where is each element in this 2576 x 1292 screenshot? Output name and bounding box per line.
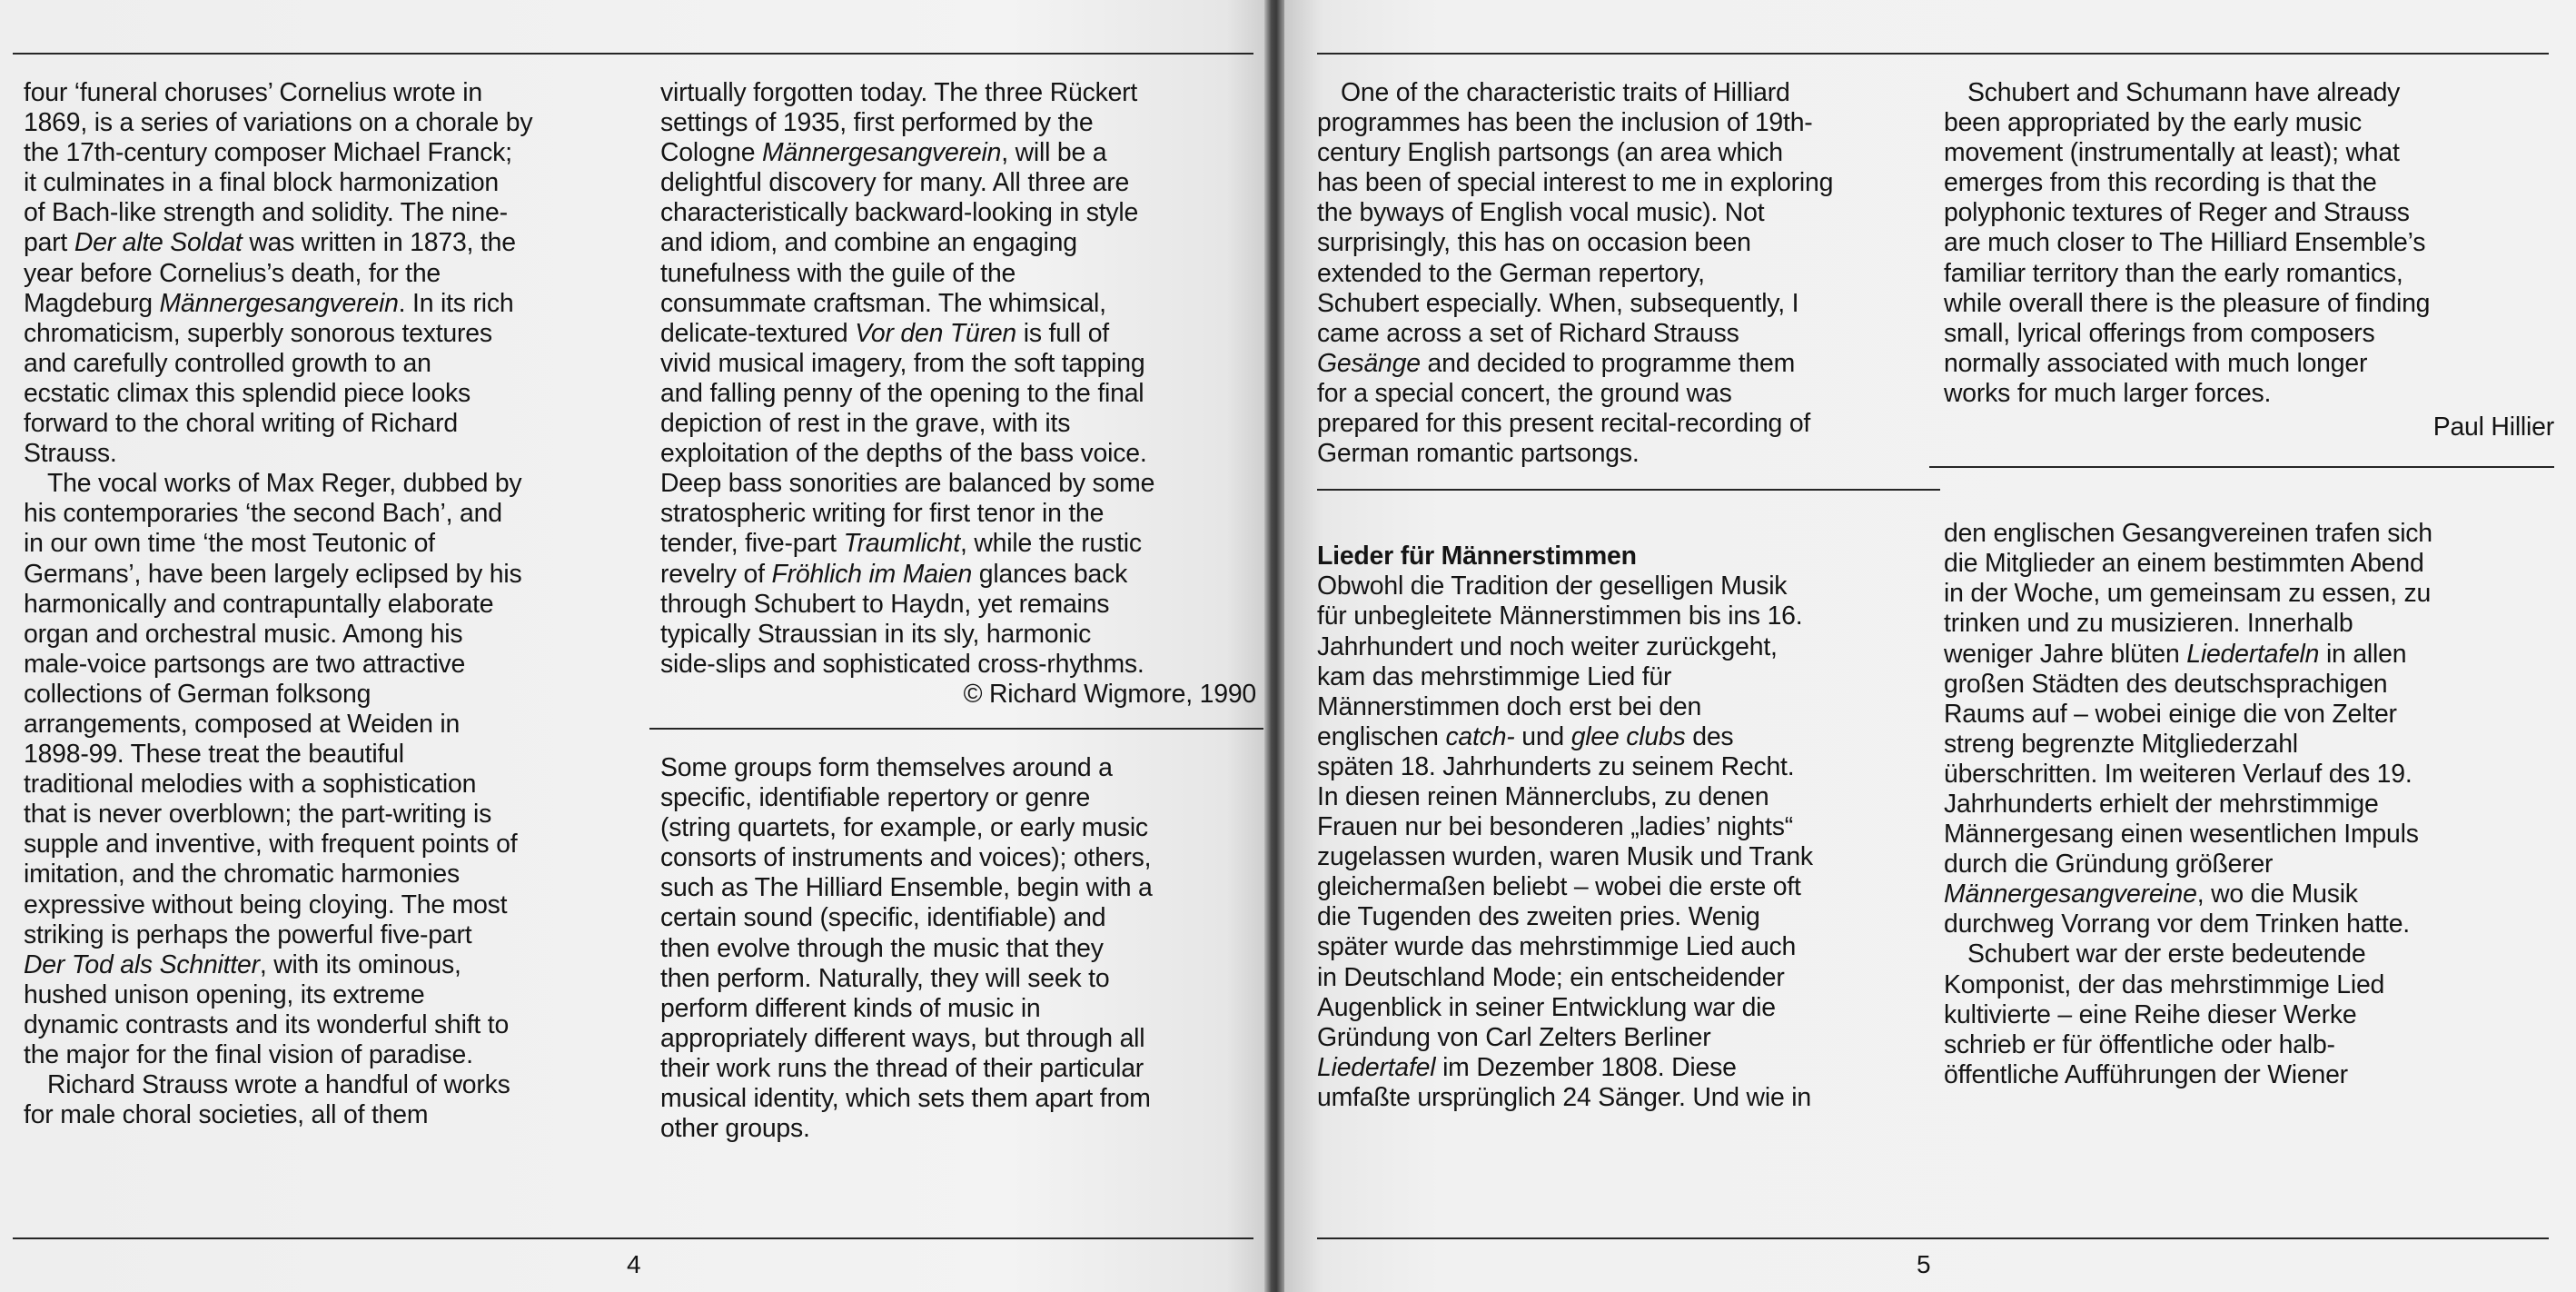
text-run: in allen — [2319, 639, 2407, 669]
text-run: the major for the final vision of paradise. — [24, 1040, 473, 1069]
text-run: dynamic contrasts and its wonderful shift to — [24, 1009, 510, 1039]
text-run: arrangements, composed at Weiden in — [24, 709, 461, 739]
text-run: Some groups form themselves around a — [660, 752, 1113, 782]
text-run: familiar territory than the early romantics, — [1944, 258, 2403, 288]
text-run: Germans’, have been largely eclipsed by his — [24, 559, 522, 589]
text-run: harmonically and contrapuntally elaborate — [24, 589, 494, 619]
text-run: and idiom, and combine an engaging — [660, 228, 1077, 258]
page-number-left: 4 — [627, 1250, 641, 1278]
text-run: vivid musical imagery, from the soft tapping — [660, 348, 1145, 378]
text-run: extended to the German repertory, — [1317, 258, 1705, 288]
italic-title: Traumlicht — [843, 529, 960, 559]
text-run: has been of special interest to me in exploring — [1317, 168, 1834, 198]
text-run: settings of 1935, first performed by the — [660, 108, 1094, 138]
text-run: streng begrenzte Mitgliederzahl — [1944, 729, 2298, 759]
text-run: supple and inventive, with frequent points of — [24, 830, 518, 860]
text-run: year before Cornelius’s death, for the — [24, 258, 441, 288]
text-run: side-slips and sophisticated cross-rhythms. — [660, 649, 1144, 679]
text-run: striking is perhaps the powerful five-part — [24, 919, 472, 949]
text-run: überschritten. Im weiteren Verlauf des 19. — [1944, 759, 2413, 789]
text-run: kultivierte – eine Reihe dieser Werke — [1944, 999, 2357, 1029]
text-run: Schubert especially. When, subsequently, I — [1317, 288, 1799, 318]
text-run: prepared for this present recital-recording of — [1317, 409, 1811, 439]
paragraph-groups — [660, 753, 1256, 1144]
section-rule-right-2 — [1929, 466, 2554, 468]
paragraph-gesangvereine — [1944, 519, 2554, 939]
text-run: works for much larger forces. — [1944, 378, 2272, 408]
text-run: their work runs the thread of their particular — [660, 1053, 1144, 1083]
text-run: part — [24, 228, 74, 258]
text-run: ecstatic climax this splendid piece looks — [24, 378, 471, 408]
text-run: den englischen Gesangvereinen trafen sich — [1944, 519, 2432, 549]
text-run: in der Woche, um gemeinsam zu essen, zu — [1944, 579, 2432, 609]
text-run: Strauss. — [24, 439, 117, 469]
text-run: durchweg Vorrang vor dem Trinken hatte. — [1944, 909, 2410, 939]
top-rule-left — [13, 53, 1253, 55]
text-run: , with its ominous, — [259, 949, 461, 979]
text-run: Komponist, der das mehrstimmige Lied — [1944, 969, 2385, 999]
text-run: Männerstimmen doch erst bei den — [1317, 691, 1702, 721]
text-run: German romantic partsongs. — [1317, 439, 1640, 469]
text-run: tender, five-part — [660, 529, 844, 559]
text-run: delightful discovery for many. All three are — [660, 168, 1130, 198]
right-page — [1284, 0, 2576, 1292]
text-run: die Mitglieder an einem bestimmten Abend — [1944, 549, 2424, 579]
text-run: Jahrhunderts erhielt der mehrstimmige — [1944, 789, 2379, 819]
text-run: Jahrhundert und noch weiter zurückgeht, — [1317, 631, 1778, 661]
text-run: polyphonic textures of Reger and Strauss — [1944, 198, 2410, 228]
italic-title: Männergesangvereine — [1944, 880, 2197, 909]
italic-title: Der alte Soldat — [74, 228, 243, 258]
text-run: , wo die Musik — [2196, 880, 2358, 909]
text-run: für unbegleitete Männerstimmen bis ins 16. — [1317, 601, 1803, 631]
text-run: 1869, is a series of variations on a chorale by — [24, 108, 533, 138]
text-run: for male choral societies, all of them — [24, 1100, 429, 1130]
text-run: gleichermaßen beliebt – wobei die erste oft — [1317, 872, 1801, 902]
text-run: forward to the choral writing of Richard — [24, 409, 459, 439]
text-run: consorts of instruments and voices); others, — [660, 843, 1152, 873]
paragraph-tradition — [1317, 571, 1927, 1113]
text-run: . In its rich — [398, 288, 514, 318]
text-run: One of the characteristic traits of Hilliard — [1341, 78, 1790, 107]
italic-title: catch- — [1445, 721, 1515, 751]
text-run: Raums auf – wobei einige die von Zelter — [1944, 699, 2397, 729]
text-run: then evolve through the music that they — [660, 933, 1104, 963]
text-run: Richard Strauss wrote a handful of works — [47, 1070, 510, 1100]
text-run: that is never overblown; the part-writing is — [24, 800, 492, 830]
text-run: Obwohl die Tradition der geselligen Musik — [1317, 571, 1788, 601]
text-run: and falling penny of the opening to the final — [660, 378, 1144, 408]
text-run: späten 18. Jahrhunderts zu seinem Recht. — [1317, 751, 1795, 781]
text-run: the 17th-century composer Michael Franck; — [24, 138, 512, 168]
italic-title: glee clubs — [1570, 721, 1686, 751]
paragraph-cornelius — [24, 78, 623, 469]
signature-wigmore: © Richard Wigmore, 1990 — [963, 679, 1256, 709]
text-run: surprisingly, this has on occasion been — [1317, 228, 1751, 258]
text-run: im Dezember 1808. Diese — [1435, 1052, 1737, 1082]
page-number-right: 5 — [1917, 1250, 1931, 1278]
text-run: Deep bass sonorities are balanced by some — [660, 469, 1155, 499]
text-run: emerges from this recording is that the — [1944, 168, 2377, 198]
bottom-rule-left — [13, 1237, 1253, 1239]
text-run: in our own time ‘the most Teutonic of — [24, 529, 435, 559]
paragraph-schubert-komponist — [1944, 939, 2554, 1089]
text-run: chromaticism, superbly sonorous textures — [24, 318, 492, 348]
section-heading-lieder: Lieder für Männerstimmen — [1317, 542, 1637, 571]
italic-title: Der Tod als Schnitter — [24, 949, 260, 979]
left-page — [0, 0, 1264, 1292]
text-run: und — [1514, 721, 1571, 751]
text-run: male-voice partsongs are two attractive — [24, 649, 466, 679]
text-run: zugelassen wurden, waren Musik und Trank — [1317, 842, 1813, 872]
text-run: his contemporaries ‘the second Bach’, and — [24, 499, 502, 529]
text-run: , will be a — [1001, 138, 1107, 168]
text-run: exploitation of the depths of the bass voice. — [660, 439, 1147, 469]
text-run: Cologne — [660, 138, 763, 168]
italic-title: Fröhlich im Maien — [771, 559, 973, 589]
text-run: hushed unison opening, its extreme — [24, 979, 425, 1009]
text-run: organ and orchestral music. Among his — [24, 619, 463, 649]
text-run: musical identity, which sets them apart from — [660, 1084, 1151, 1113]
text-run: appropriately different ways, but through all — [660, 1023, 1145, 1053]
text-run: öffentliche Aufführungen der Wiener — [1944, 1059, 2348, 1089]
text-run: been appropriated by the early music — [1944, 108, 2362, 138]
italic-title: Liedertafeln — [2186, 639, 2320, 669]
text-run: consummate craftsman. The whimsical, — [660, 288, 1106, 318]
text-run: movement (instrumentally at least); what — [1944, 138, 2400, 168]
text-run: depiction of rest in the grave, with its — [660, 409, 1071, 439]
left-page-column-2 — [660, 78, 1256, 1144]
text-run: englischen — [1317, 721, 1446, 751]
text-run: small, lyrical offerings from composers — [1944, 318, 2375, 348]
text-run: Augenblick in seiner Entwicklung war die — [1317, 992, 1776, 1022]
paragraph-schubert-schumann — [1944, 78, 2554, 409]
text-run: Frauen nur bei besonderen „ladies’ nights“ — [1317, 812, 1793, 842]
text-run: durch die Gründung größerer — [1944, 850, 2274, 880]
text-run: delicate-textured — [660, 318, 856, 348]
paragraph-reger — [24, 469, 623, 1070]
text-run: for a special concert, the ground was — [1317, 378, 1732, 408]
text-run: Schubert and Schumann have already — [1967, 78, 2401, 107]
text-run: schrieb er für öffentliche oder halb- — [1944, 1029, 2335, 1059]
text-run: des — [1685, 721, 1734, 751]
text-run: century English partsongs (an area which — [1317, 138, 1783, 168]
section-rule-left — [649, 728, 1263, 730]
text-run: it culminates in a final block harmonization — [24, 168, 499, 198]
text-run: through Schubert to Haydn, yet remains — [660, 589, 1110, 619]
text-run: kam das mehrstimmige Lied für — [1317, 661, 1672, 691]
text-run: and carefully controlled growth to an — [24, 348, 431, 378]
text-run: of Bach-like strength and solidity. The nine- — [24, 198, 508, 228]
text-run: perform different kinds of music in — [660, 993, 1041, 1023]
text-run: other groups. — [660, 1114, 810, 1144]
text-run: The vocal works of Max Reger, dubbed by — [47, 469, 522, 499]
text-run: typically Straussian in its sly, harmonic — [660, 619, 1092, 649]
text-run: virtually forgotten today. The three Rückert — [660, 78, 1138, 107]
bottom-rule-right — [1317, 1237, 2549, 1239]
text-run: glances back — [972, 559, 1128, 589]
right-page-column-1 — [1317, 78, 1927, 1113]
paragraph-hilliard-traits — [1317, 78, 1927, 469]
right-page-column-2 — [1944, 78, 2554, 1090]
text-run: normally associated with much longer — [1944, 348, 2368, 378]
text-run: Männergesang einen wesentlichen Impuls — [1944, 820, 2419, 850]
text-run: collections of German folksong — [24, 679, 372, 709]
text-run: die Tugenden des zweiten pries. Wenig — [1317, 902, 1760, 932]
text-run: expressive without being cloying. The most — [24, 889, 508, 919]
text-run: characteristically backward-looking in style — [660, 198, 1139, 228]
paragraph-strauss-intro — [24, 1070, 623, 1130]
section-rule-right-1 — [1317, 489, 1940, 491]
text-run: while overall there is the pleasure of finding — [1944, 288, 2431, 318]
text-run: is full of — [1016, 318, 1109, 348]
text-run: , while the rustic — [959, 529, 1142, 559]
text-run: tunefulness with the guile of the — [660, 258, 1016, 288]
text-run: traditional melodies with a sophistication — [24, 770, 477, 800]
text-run: four ‘funeral choruses’ Cornelius wrote in — [24, 78, 482, 107]
text-run: weniger Jahre blüten — [1944, 639, 2187, 669]
italic-title: Vor den Türen — [855, 318, 1017, 348]
text-run: are much closer to The Hilliard Ensemble’s — [1944, 228, 2426, 258]
text-run: was written in 1873, the — [242, 228, 516, 258]
text-run: programmes has been the inclusion of 19th- — [1317, 108, 1813, 138]
text-run: in Deutschland Mode; ein entscheidender — [1317, 962, 1785, 992]
signature-hillier: Paul Hillier — [2432, 412, 2554, 442]
text-run: imitation, and the chromatic harmonies — [24, 860, 461, 889]
text-run: stratospheric writing for first tenor in the — [660, 499, 1105, 529]
italic-title: Gesänge — [1317, 348, 1421, 378]
text-run: revelry of — [660, 559, 772, 589]
text-run: großen Städten des deutschsprachigen — [1944, 669, 2388, 699]
text-run: später wurde das mehrstimmige Lied auch — [1317, 932, 1797, 962]
text-run: 1898-99. These treat the beautiful — [24, 740, 404, 770]
text-run: trinken und zu musizieren. Innerhalb — [1944, 609, 2353, 639]
text-run: and decided to programme them — [1420, 348, 1796, 378]
spine-gutter — [1264, 0, 1284, 1292]
text-run: Magdeburg — [24, 288, 160, 318]
top-rule-right — [1317, 53, 2549, 55]
italic-title: Männergesangverein — [762, 138, 1002, 168]
text-run: (string quartets, for example, or early music — [660, 813, 1148, 843]
text-run: In diesen reinen Männerclubs, zu denen — [1317, 781, 1769, 811]
left-page-column-1 — [24, 78, 623, 1130]
text-run: Gründung von Carl Zelters Berliner — [1317, 1022, 1711, 1052]
italic-title: Männergesangverein — [159, 288, 399, 318]
text-run: umfaßte ursprünglich 24 Sänger. Und wie in — [1317, 1082, 1811, 1112]
text-run: such as The Hilliard Ensemble, begin with a — [660, 873, 1153, 903]
text-run: certain sound (specific, identifiable) and — [660, 903, 1106, 933]
text-run: came across a set of Richard Strauss — [1317, 318, 1739, 348]
text-run: then perform. Naturally, they will seek to — [660, 963, 1110, 993]
paragraph-strauss-works — [660, 78, 1256, 680]
text-run: Schubert war der erste bedeutende — [1967, 939, 2366, 969]
text-run: specific, identifiable repertory or genre — [660, 783, 1091, 813]
italic-title: Liedertafel — [1317, 1052, 1436, 1082]
text-run: the byways of English vocal music). Not — [1317, 198, 1765, 228]
